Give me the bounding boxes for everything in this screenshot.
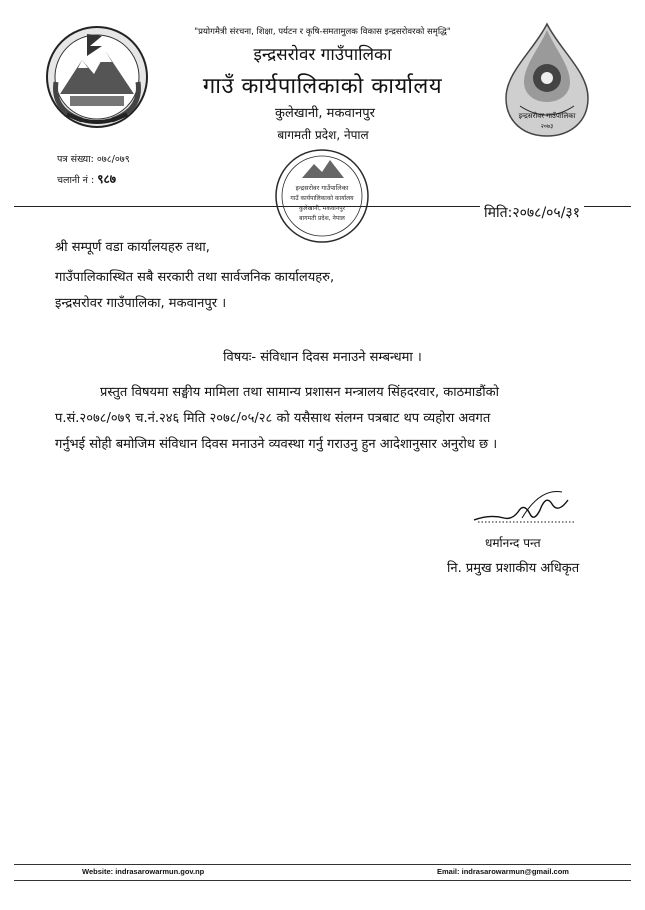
office-stamp — [272, 146, 372, 246]
right-logo-text: इन्द्रसरोवर गाउँपालिका — [518, 112, 576, 120]
letter-subject: विषयः- संविधान दिवस मनाउने सम्बन्धमा । — [223, 350, 422, 365]
signatory-name: धर्मानन्द पन्त — [485, 536, 541, 550]
website-label: Website: — [82, 867, 114, 876]
letter-date: मिति:२०७८/०५/३१ — [480, 203, 584, 222]
body-line: गर्नुभई सोही बमोजिम संविधान दिवस मनाउने व्यवस्था गर्नु गराउनु हुन आदेशानुसार अनुरोध छ । — [55, 437, 498, 452]
recipient-line: गाउँपालिकास्थित सबै सरकारी तथा सार्वजनिक कार्यालयहरु, — [55, 270, 335, 285]
dispatch-number — [57, 170, 116, 187]
footer-email — [437, 867, 569, 876]
website-url: indrasarowarmun.gov.np — [115, 867, 205, 876]
letter-number-value: ०७८/०७९ — [96, 154, 130, 165]
recipient-line: श्री सम्पूर्ण वडा कार्यालयहरु तथा, — [55, 240, 210, 255]
dispatch-number-value: ९८७ — [97, 172, 116, 186]
dispatch-number-label: चलानी नं : — [57, 175, 95, 186]
signatory-designation: नि. प्रमुख प्रशाकीय अधिकृत — [447, 561, 580, 576]
nepal-emblem-logo — [42, 22, 152, 132]
recipient-line: इन्द्रसरोवर गाउँपालिका, मकवानपुर । — [55, 296, 227, 311]
letter-number — [57, 152, 130, 165]
stamp-line-2: गाउँ कार्यपालिकाको कार्यालय — [290, 195, 354, 202]
email-address: indrasarowarmun@gmail.com — [461, 867, 569, 876]
footer-divider-bottom — [14, 880, 631, 881]
email-label: Email: — [437, 867, 460, 876]
stamp-line-4: बागमती प्रदेश, नेपाल — [299, 215, 345, 222]
slogan: "प्रयोगमैत्री संरचना, शिक्षा, पर्यटन र कृषि-समतामुलक विकास इन्द्रसरोवरको समृद्धि" — [194, 27, 451, 37]
letter-number-label: पत्र संख्या: — [57, 154, 94, 165]
stamp-line-3: कुलेखानी, मकवानपुर — [298, 205, 346, 212]
footer-website — [82, 867, 204, 876]
right-logo-year: २०७३ — [540, 123, 554, 130]
address-province: बागमती प्रदेश, नेपाल — [277, 128, 369, 142]
office-name: इन्द्रसरोवर गाउँपालिका — [253, 45, 392, 65]
office-title: गाउँ कार्यपालिकाको कार्यालय — [202, 74, 443, 99]
footer-divider-top — [14, 864, 631, 865]
stamp-line-1: इन्द्रसरोवर गाउँपालिका — [295, 184, 349, 192]
municipality-drop-logo — [500, 20, 595, 140]
address-local: कुलेखानी, मकवानपुर — [275, 106, 375, 121]
body-line: प.सं.२०७८/०७९ च.नं.२४६ मिति २०७८/०५/२८ को यसैसाथ संलग्न पत्रबाट थप व्यहोरा अवगत — [55, 411, 491, 426]
handwritten-signature — [470, 484, 580, 529]
body-line: प्रस्तुत विषयमा सङ्घीय मामिला तथा सामान्य प्रशासन मन्त्रालय सिंहदरवार, काठमाडौंको — [100, 385, 499, 400]
